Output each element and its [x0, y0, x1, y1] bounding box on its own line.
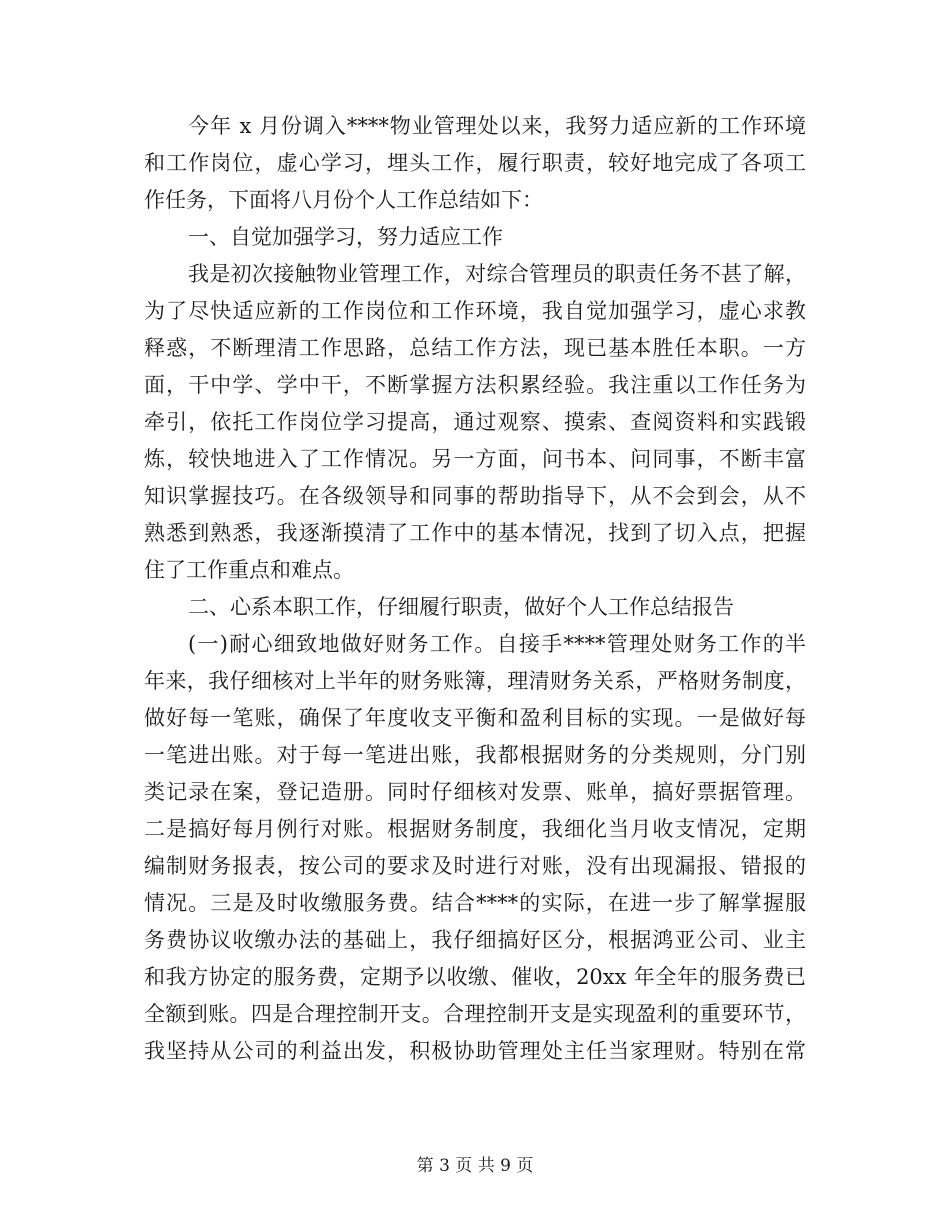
- body-line: 务费协议收缴办法的基础上，我仔细搞好区分，根据鸿亚公司、业主: [144, 928, 806, 952]
- body-line: 我坚持从公司的利益出发，积极协助管理处主任当家理财。特别在常: [144, 1039, 806, 1063]
- body-line: (一)耐心细致地做好财务工作。自接手****管理处财务工作的半: [188, 632, 806, 656]
- body-line: 知识掌握技巧。在各级领导和同事的帮助指导下，从不会到会，从不: [144, 484, 806, 508]
- body-line: 年来，我仔细核对上半年的财务账簿，理清财务关系，严格财务制度，: [144, 669, 806, 693]
- body-line: 我是初次接触物业管理工作，对综合管理员的职责任务不甚了解，: [188, 262, 806, 286]
- body-line: 和我方协定的服务费，定期予以收缴、催收，20xx 年全年的服务费已: [144, 965, 806, 989]
- body-line: 类记录在案，登记造册。同时仔细核对发票、账单，搞好票据管理。: [144, 780, 806, 804]
- body-line: 和工作岗位，虚心学习，埋头工作，履行职责，较好地完成了各项工: [144, 151, 806, 175]
- section-heading: 一、自觉加强学习，努力适应工作: [188, 225, 503, 249]
- document-body: [144, 108, 806, 1070]
- body-line: 面，干中学、学中干，不断掌握方法积累经验。我注重以工作任务为: [144, 373, 806, 397]
- body-line: 编制财务报表，按公司的要求及时进行对账，没有出现漏报、错报的: [144, 854, 806, 878]
- body-line: 住了工作重点和难点。: [144, 558, 354, 582]
- body-line: 今年 x 月份调入****物业管理处以来，我努力适应新的工作环境: [188, 114, 806, 138]
- body-line: 做好每一笔账，确保了年度收支平衡和盈利目标的实现。一是做好每: [144, 706, 806, 730]
- body-line: 作任务，下面将八月份个人工作总结如下：: [144, 188, 543, 212]
- body-line: 二是搞好每月例行对账。根据财务制度，我细化当月收支情况，定期: [144, 817, 806, 841]
- body-line: 一笔进出账。对于每一笔进出账，我都根据财务的分类规则，分门别: [144, 743, 806, 767]
- body-line: 情况。三是及时收缴服务费。结合****的实际，在进一步了解掌握服: [144, 891, 806, 915]
- body-line: 熟悉到熟悉，我逐渐摸清了工作中的基本情况，找到了切入点，把握: [144, 521, 806, 545]
- body-line: 全额到账。四是合理控制开支。合理控制开支是实现盈利的重要环节，: [144, 1002, 806, 1026]
- page-number-footer: 第 3 页 共 9 页: [416, 1156, 534, 1176]
- body-line: 为了尽快适应新的工作岗位和工作环境，我自觉加强学习，虚心求教: [144, 299, 806, 323]
- body-line: 牵引，依托工作岗位学习提高，通过观察、摸索、查阅资料和实践锻: [144, 410, 806, 434]
- body-line: 释惑，不断理清工作思路，总结工作方法，现已基本胜任本职。一方: [144, 336, 806, 360]
- section-heading: 二、心系本职工作，仔细履行职责，做好个人工作总结报告: [188, 595, 734, 619]
- body-line: 炼，较快地进入了工作情况。另一方面，问书本、问同事，不断丰富: [144, 447, 806, 471]
